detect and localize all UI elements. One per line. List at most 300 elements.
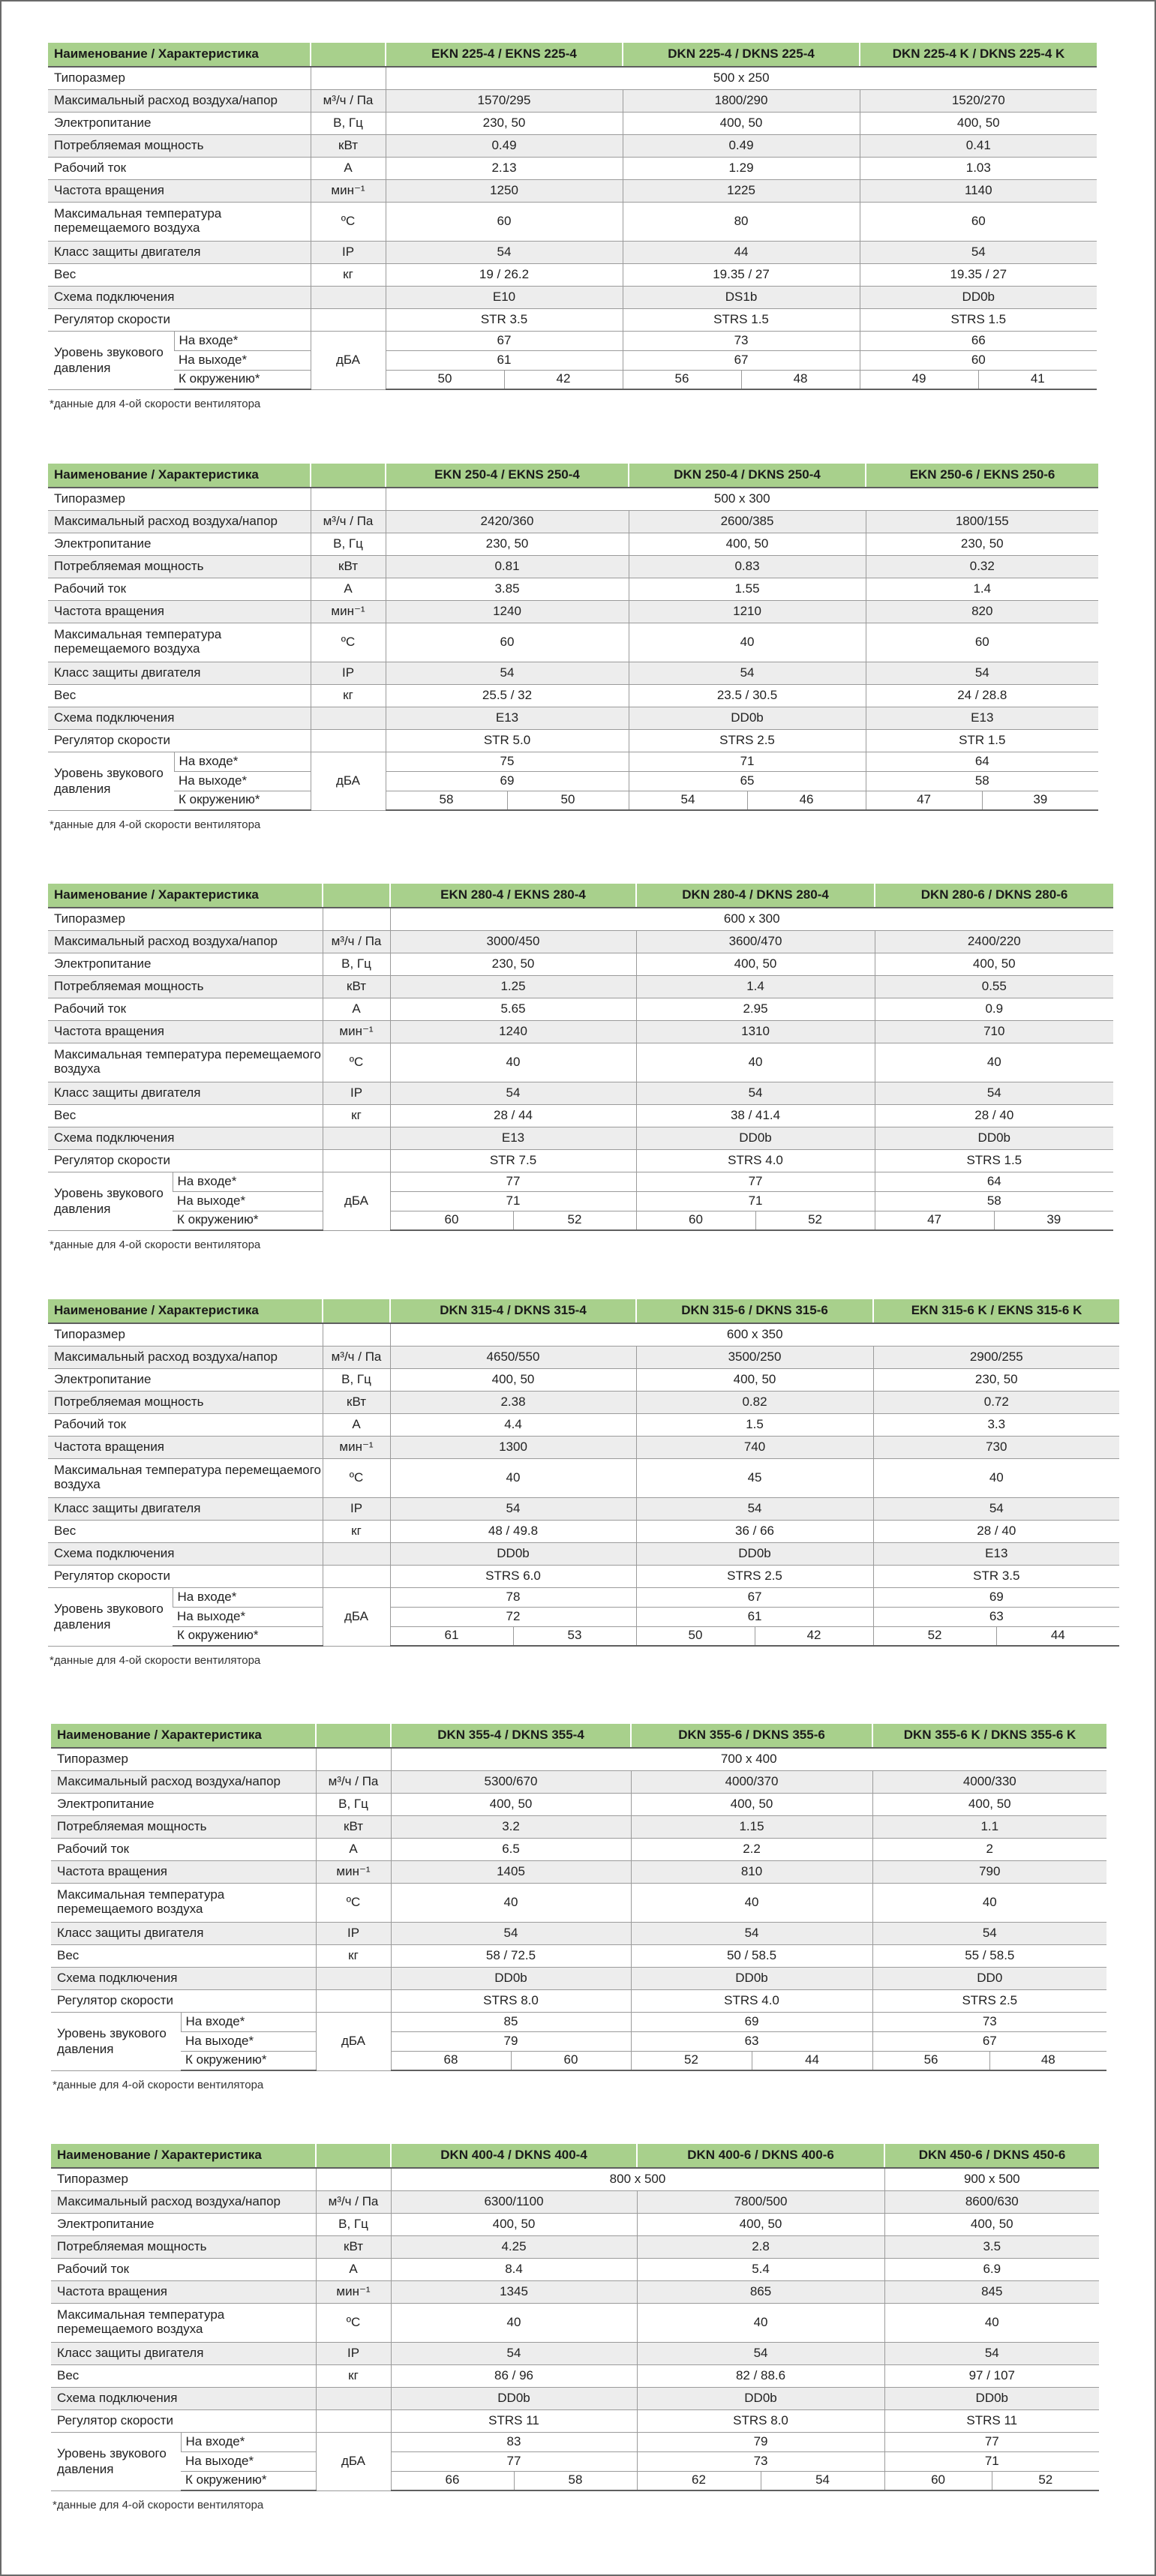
spec-section bbox=[51, 2144, 1099, 2511]
unit-current: А bbox=[323, 1413, 390, 1436]
value-speed: 1250 bbox=[386, 179, 623, 202]
value-regulator: STRS 11 bbox=[391, 2409, 637, 2432]
value-speed: 845 bbox=[884, 2280, 1099, 2303]
value-regulator: STRS 4.0 bbox=[631, 1989, 872, 2012]
value-weight: 50 / 58.5 bbox=[631, 1944, 872, 1967]
value-surround: 52 bbox=[992, 2471, 1099, 2490]
value-weight: 38 / 41.4 bbox=[636, 1104, 875, 1127]
value-protection: 54 bbox=[390, 1082, 636, 1104]
unit-power_supply: В, Гц bbox=[323, 1368, 390, 1391]
value-weight: 19.35 / 27 bbox=[860, 263, 1097, 286]
value-surround: 62 bbox=[637, 2471, 761, 2490]
value-weight: 58 / 72.5 bbox=[391, 1944, 631, 1967]
value-power: 0.41 bbox=[860, 134, 1097, 157]
value-max_temp: 40 bbox=[636, 1043, 875, 1082]
value-surround: 39 bbox=[982, 791, 1098, 810]
value-inlet: 69 bbox=[631, 2012, 872, 2031]
row-label-current: Рабочий ток bbox=[51, 2258, 316, 2280]
unit-wiring bbox=[311, 707, 386, 729]
unit-power: кВт bbox=[311, 555, 386, 578]
value-speed: 1240 bbox=[386, 600, 629, 623]
sub-label-surround: К окружению* bbox=[181, 2051, 316, 2070]
value-power_supply: 400, 50 bbox=[875, 953, 1113, 975]
header-unit bbox=[311, 464, 386, 488]
unit-sound: дБА bbox=[323, 1172, 390, 1230]
value-outlet: 58 bbox=[875, 1191, 1113, 1211]
value-power: 1.25 bbox=[390, 975, 636, 998]
unit-current: А bbox=[316, 2258, 391, 2280]
row-label-current: Рабочий ток bbox=[48, 157, 311, 179]
value-power_supply: 400, 50 bbox=[860, 112, 1097, 134]
value-current: 2.95 bbox=[636, 998, 875, 1020]
value-surround: 52 bbox=[755, 1211, 875, 1230]
unit-regulator bbox=[323, 1565, 390, 1587]
value-surround: 56 bbox=[872, 2051, 989, 2070]
value-speed: 810 bbox=[631, 1860, 872, 1883]
row-label-airflow: Максимальный расход воздуха/напор bbox=[48, 1346, 323, 1368]
value-surround: 60 bbox=[390, 1211, 513, 1230]
row-label-speed: Частота вращения bbox=[48, 1436, 323, 1458]
unit-airflow: м³/ч / Па bbox=[323, 1346, 390, 1368]
header-label: Наименование / Характеристика bbox=[51, 2144, 316, 2168]
footnote: *данные для 4-ой скорости вентилятора bbox=[50, 398, 261, 410]
sub-label-surround: К окружению* bbox=[174, 791, 311, 810]
row-label-current: Рабочий ток bbox=[48, 1413, 323, 1436]
row-label-wiring: Схема подключения bbox=[51, 1967, 316, 1989]
value-max_temp: 40 bbox=[391, 2303, 637, 2342]
value-regulator: STRS 1.5 bbox=[875, 1149, 1113, 1172]
sub-label-inlet: На входе* bbox=[173, 1587, 323, 1607]
value-protection: 54 bbox=[872, 1922, 1106, 1944]
value-surround: 46 bbox=[747, 791, 866, 810]
value-power: 0.55 bbox=[875, 975, 1113, 998]
value-surround: 60 bbox=[511, 2051, 631, 2070]
unit-airflow: м³/ч / Па bbox=[316, 2190, 391, 2213]
value-size: 600 x 300 bbox=[390, 908, 1113, 930]
unit-weight: кг bbox=[316, 1944, 391, 1967]
value-wiring: DD0b bbox=[636, 1542, 873, 1565]
value-speed: 1225 bbox=[623, 179, 860, 202]
row-label-sound: Уровень звукового давления bbox=[48, 331, 174, 389]
value-power: 3.5 bbox=[884, 2235, 1099, 2258]
spec-table bbox=[51, 1724, 1106, 2071]
value-outlet: 61 bbox=[636, 1607, 873, 1626]
value-current: 0.9 bbox=[875, 998, 1113, 1020]
sub-label-inlet: На входе* bbox=[174, 331, 311, 350]
value-airflow: 4000/330 bbox=[872, 1770, 1106, 1793]
value-current: 1.29 bbox=[623, 157, 860, 179]
value-protection: 54 bbox=[386, 241, 623, 263]
value-regulator: STRS 1.5 bbox=[860, 308, 1097, 331]
row-label-current: Рабочий ток bbox=[48, 998, 323, 1020]
value-weight: 28 / 44 bbox=[390, 1104, 636, 1127]
value-surround: 58 bbox=[514, 2471, 637, 2490]
row-label-airflow: Максимальный расход воздуха/напор bbox=[48, 89, 311, 112]
row-label-speed: Частота вращения bbox=[48, 600, 311, 623]
unit-sound: дБА bbox=[323, 1587, 390, 1646]
unit-current: А bbox=[311, 578, 386, 600]
value-max_temp: 40 bbox=[390, 1458, 636, 1497]
unit-weight: кг bbox=[311, 263, 386, 286]
value-regulator: STR 3.5 bbox=[386, 308, 623, 331]
value-outlet: 69 bbox=[386, 771, 629, 791]
unit-size bbox=[316, 1748, 391, 1770]
value-surround: 42 bbox=[755, 1626, 873, 1646]
model-header: DKN 250-4 / DKNS 250-4 bbox=[629, 464, 866, 488]
unit-speed: мин⁻¹ bbox=[323, 1020, 390, 1043]
row-label-current: Рабочий ток bbox=[51, 1838, 316, 1860]
row-label-wiring: Схема подключения bbox=[51, 2387, 316, 2409]
row-label-max_temp: Максимальная температура перемещаемого воздуха bbox=[48, 1043, 323, 1082]
spec-table bbox=[48, 464, 1098, 811]
value-surround: 60 bbox=[636, 1211, 755, 1230]
unit-airflow: м³/ч / Па bbox=[311, 89, 386, 112]
header-unit bbox=[316, 1724, 391, 1748]
unit-sound: дБА bbox=[311, 331, 386, 389]
value-max_temp: 60 bbox=[860, 202, 1097, 241]
value-max_temp: 40 bbox=[629, 623, 866, 662]
value-airflow: 5300/670 bbox=[391, 1770, 631, 1793]
row-label-power_supply: Электропитание bbox=[48, 953, 323, 975]
value-wiring: E13 bbox=[873, 1542, 1119, 1565]
sub-label-outlet: На выходе* bbox=[181, 2451, 316, 2471]
model-header: EKN 280-4 / EKNS 280-4 bbox=[390, 884, 636, 908]
row-label-weight: Вес bbox=[48, 263, 311, 286]
value-surround: 60 bbox=[884, 2471, 992, 2490]
value-surround: 42 bbox=[504, 370, 623, 389]
value-max_temp: 40 bbox=[637, 2303, 884, 2342]
value-weight: 25.5 / 32 bbox=[386, 684, 629, 707]
unit-speed: мин⁻¹ bbox=[311, 179, 386, 202]
value-power_supply: 230, 50 bbox=[386, 533, 629, 555]
value-power: 4.25 bbox=[391, 2235, 637, 2258]
value-inlet: 73 bbox=[623, 331, 860, 350]
sub-label-outlet: На выходе* bbox=[173, 1191, 323, 1211]
row-label-max_temp: Максимальная температура перемещаемого воздуха bbox=[48, 1458, 323, 1497]
value-surround: 50 bbox=[507, 791, 629, 810]
header-label: Наименование / Характеристика bbox=[51, 1724, 316, 1748]
value-wiring: E13 bbox=[390, 1127, 636, 1149]
unit-current: А bbox=[311, 157, 386, 179]
value-airflow: 2600/385 bbox=[629, 510, 866, 533]
header-unit bbox=[323, 884, 390, 908]
row-label-airflow: Максимальный расход воздуха/напор bbox=[51, 2190, 316, 2213]
value-current: 3.85 bbox=[386, 578, 629, 600]
value-surround: 56 bbox=[623, 370, 741, 389]
row-label-regulator: Регулятор скорости bbox=[51, 2409, 316, 2432]
value-power: 2.8 bbox=[637, 2235, 884, 2258]
row-label-size: Типоразмер bbox=[51, 1748, 316, 1770]
value-wiring: DD0b bbox=[391, 2387, 637, 2409]
value-wiring: DD0b bbox=[884, 2387, 1099, 2409]
header-unit bbox=[323, 1299, 390, 1323]
value-protection: 54 bbox=[860, 241, 1097, 263]
unit-airflow: м³/ч / Па bbox=[311, 510, 386, 533]
unit-airflow: м³/ч / Па bbox=[323, 930, 390, 953]
value-max_temp: 60 bbox=[386, 623, 629, 662]
unit-regulator bbox=[316, 1989, 391, 2012]
value-surround: 47 bbox=[866, 791, 982, 810]
value-weight: 97 / 107 bbox=[884, 2364, 1099, 2387]
value-surround: 48 bbox=[989, 2051, 1106, 2070]
value-protection: 54 bbox=[636, 1082, 875, 1104]
value-outlet: 72 bbox=[390, 1607, 636, 1626]
value-protection: 54 bbox=[875, 1082, 1113, 1104]
unit-power: кВт bbox=[323, 975, 390, 998]
value-airflow: 2420/360 bbox=[386, 510, 629, 533]
value-current: 4.4 bbox=[390, 1413, 636, 1436]
row-label-max_temp: Максимальная температура перемещаемого воздуха bbox=[51, 2303, 316, 2342]
unit-max_temp: ºС bbox=[316, 2303, 391, 2342]
value-wiring: DD0b bbox=[637, 2387, 884, 2409]
row-label-power_supply: Электропитание bbox=[48, 1368, 323, 1391]
row-label-max_temp: Максимальная температура перемещаемого воздуха bbox=[48, 202, 311, 241]
value-protection: 54 bbox=[631, 1922, 872, 1944]
unit-wiring bbox=[311, 286, 386, 308]
sub-label-inlet: На входе* bbox=[173, 1172, 323, 1191]
sub-label-outlet: На выходе* bbox=[174, 771, 311, 791]
value-airflow: 3500/250 bbox=[636, 1346, 873, 1368]
value-speed: 730 bbox=[873, 1436, 1119, 1458]
value-outlet: 79 bbox=[391, 2031, 631, 2051]
spec-table bbox=[48, 1299, 1119, 1647]
value-power_supply: 400, 50 bbox=[623, 112, 860, 134]
value-power_supply: 400, 50 bbox=[390, 1368, 636, 1391]
value-weight: 23.5 / 30.5 bbox=[629, 684, 866, 707]
row-label-size: Типоразмер bbox=[48, 488, 311, 510]
value-power: 0.83 bbox=[629, 555, 866, 578]
value-outlet: 58 bbox=[866, 771, 1098, 791]
model-header: DKN 355-6 / DKNS 355-6 bbox=[631, 1724, 872, 1748]
value-outlet: 63 bbox=[631, 2031, 872, 2051]
unit-wiring bbox=[316, 2387, 391, 2409]
value-speed: 1310 bbox=[636, 1020, 875, 1043]
value-weight: 36 / 66 bbox=[636, 1520, 873, 1542]
value-current: 1.5 bbox=[636, 1413, 873, 1436]
row-label-wiring: Схема подключения bbox=[48, 286, 311, 308]
value-airflow: 3600/470 bbox=[636, 930, 875, 953]
value-inlet: 64 bbox=[866, 752, 1098, 771]
value-weight: 86 / 96 bbox=[391, 2364, 637, 2387]
value-protection: 54 bbox=[391, 2342, 637, 2364]
value-wiring: DD0b bbox=[636, 1127, 875, 1149]
value-outlet: 61 bbox=[386, 350, 623, 370]
model-header: DKN 225-4 K / DKNS 225-4 K bbox=[860, 43, 1097, 67]
value-current: 6.9 bbox=[884, 2258, 1099, 2280]
value-regulator: STRS 2.5 bbox=[636, 1565, 873, 1587]
value-regulator: STR 5.0 bbox=[386, 729, 629, 752]
unit-size bbox=[311, 488, 386, 510]
spec-section bbox=[51, 1724, 1106, 2091]
value-wiring: DD0b bbox=[390, 1542, 636, 1565]
unit-max_temp: ºС bbox=[311, 623, 386, 662]
model-header: DKN 400-4 / DKNS 400-4 bbox=[391, 2144, 637, 2168]
value-regulator: STR 3.5 bbox=[873, 1565, 1119, 1587]
value-speed: 1405 bbox=[391, 1860, 631, 1883]
footnote: *данные для 4-ой скорости вентилятора bbox=[50, 1654, 261, 1667]
row-label-protection: Класс защиты двигателя bbox=[48, 662, 311, 684]
spec-table bbox=[51, 2144, 1099, 2491]
value-airflow: 2900/255 bbox=[873, 1346, 1119, 1368]
model-header: DKN 400-6 / DKNS 400-6 bbox=[637, 2144, 884, 2168]
row-label-speed: Частота вращения bbox=[48, 1020, 323, 1043]
unit-weight: кг bbox=[311, 684, 386, 707]
value-surround: 50 bbox=[636, 1626, 755, 1646]
value-airflow: 3000/450 bbox=[390, 930, 636, 953]
value-wiring: E13 bbox=[866, 707, 1098, 729]
sub-label-surround: К окружению* bbox=[173, 1626, 323, 1646]
value-protection: 54 bbox=[390, 1497, 636, 1520]
row-label-weight: Вес bbox=[48, 1520, 323, 1542]
unit-sound: дБА bbox=[316, 2012, 391, 2070]
value-outlet: 71 bbox=[884, 2451, 1099, 2471]
value-inlet: 64 bbox=[875, 1172, 1113, 1191]
row-label-power_supply: Электропитание bbox=[51, 2213, 316, 2235]
value-outlet: 65 bbox=[629, 771, 866, 791]
value-power_supply: 400, 50 bbox=[391, 2213, 637, 2235]
model-header: EKN 225-4 / EKNS 225-4 bbox=[386, 43, 623, 67]
value-current: 5.65 bbox=[390, 998, 636, 1020]
value-weight: 19.35 / 27 bbox=[623, 263, 860, 286]
model-header: DKN 450-6 / DKNS 450-6 bbox=[884, 2144, 1099, 2168]
row-label-current: Рабочий ток bbox=[48, 578, 311, 600]
unit-regulator bbox=[323, 1149, 390, 1172]
value-surround: 41 bbox=[978, 370, 1097, 389]
unit-regulator bbox=[311, 729, 386, 752]
value-protection: 54 bbox=[636, 1497, 873, 1520]
row-label-power: Потребляемая мощность bbox=[48, 1391, 323, 1413]
unit-speed: мин⁻¹ bbox=[311, 600, 386, 623]
value-regulator: STRS 2.5 bbox=[629, 729, 866, 752]
value-inlet: 69 bbox=[873, 1587, 1119, 1607]
value-speed: 710 bbox=[875, 1020, 1113, 1043]
row-label-size: Типоразмер bbox=[48, 67, 311, 89]
unit-max_temp: ºС bbox=[323, 1458, 390, 1497]
value-airflow: 4650/550 bbox=[390, 1346, 636, 1368]
row-label-speed: Частота вращения bbox=[48, 179, 311, 202]
unit-max_temp: ºС bbox=[316, 1883, 391, 1922]
sub-label-surround: К окружению* bbox=[174, 370, 311, 389]
row-label-power: Потребляемая мощность bbox=[51, 1815, 316, 1838]
unit-sound: дБА bbox=[316, 2432, 391, 2490]
value-current: 6.5 bbox=[391, 1838, 631, 1860]
unit-speed: мин⁻¹ bbox=[316, 2280, 391, 2303]
row-label-sound: Уровень звукового давления bbox=[48, 1172, 173, 1230]
row-label-power: Потребляемая мощность bbox=[51, 2235, 316, 2258]
row-label-wiring: Схема подключения bbox=[48, 1542, 323, 1565]
unit-speed: мин⁻¹ bbox=[316, 1860, 391, 1883]
value-wiring: DD0b bbox=[629, 707, 866, 729]
value-regulator: STRS 2.5 bbox=[872, 1989, 1106, 2012]
row-label-size: Типоразмер bbox=[48, 908, 323, 930]
value-wiring: E13 bbox=[386, 707, 629, 729]
spec-section bbox=[48, 464, 1098, 831]
unit-wiring bbox=[323, 1127, 390, 1149]
sub-label-inlet: На входе* bbox=[181, 2012, 316, 2031]
value-wiring: DD0b bbox=[631, 1967, 872, 1989]
value-outlet: 63 bbox=[873, 1607, 1119, 1626]
value-airflow: 7800/500 bbox=[637, 2190, 884, 2213]
value-surround: 61 bbox=[390, 1626, 513, 1646]
sub-label-outlet: На выходе* bbox=[173, 1607, 323, 1626]
value-weight: 19 / 26.2 bbox=[386, 263, 623, 286]
value-protection: 54 bbox=[637, 2342, 884, 2364]
value-weight: 28 / 40 bbox=[875, 1104, 1113, 1127]
unit-protection: IP bbox=[316, 1922, 391, 1944]
value-speed: 1210 bbox=[629, 600, 866, 623]
value-surround: 66 bbox=[391, 2471, 514, 2490]
unit-size bbox=[316, 2168, 391, 2190]
row-label-airflow: Максимальный расход воздуха/напор bbox=[48, 930, 323, 953]
model-header: DKN 315-4 / DKNS 315-4 bbox=[390, 1299, 636, 1323]
value-max_temp: 80 bbox=[623, 202, 860, 241]
spec-table bbox=[48, 43, 1097, 390]
value-speed: 1300 bbox=[390, 1436, 636, 1458]
footnote: *данные для 4-ой скорости вентилятора bbox=[53, 2079, 264, 2091]
spec-section bbox=[48, 43, 1097, 410]
model-header: DKN 355-6 K / DKNS 355-6 K bbox=[872, 1724, 1106, 1748]
value-surround: 58 bbox=[386, 791, 507, 810]
value-regulator: STR 1.5 bbox=[866, 729, 1098, 752]
row-label-protection: Класс защиты двигателя bbox=[48, 1497, 323, 1520]
sub-label-outlet: На выходе* bbox=[181, 2031, 316, 2051]
unit-protection: IP bbox=[316, 2342, 391, 2364]
value-regulator: STRS 8.0 bbox=[637, 2409, 884, 2432]
row-label-power: Потребляемая мощность bbox=[48, 134, 311, 157]
unit-regulator bbox=[316, 2409, 391, 2432]
header-unit bbox=[311, 43, 386, 67]
value-inlet: 66 bbox=[860, 331, 1097, 350]
value-power_supply: 400, 50 bbox=[629, 533, 866, 555]
model-header: DKN 280-4 / DKNS 280-4 bbox=[636, 884, 875, 908]
value-power_supply: 230, 50 bbox=[873, 1368, 1119, 1391]
value-surround: 44 bbox=[996, 1626, 1119, 1646]
value-protection: 54 bbox=[866, 662, 1098, 684]
model-header: EKN 250-6 / EKNS 250-6 bbox=[866, 464, 1098, 488]
row-label-power: Потребляемая мощность bbox=[48, 975, 323, 998]
value-weight: 24 / 28.8 bbox=[866, 684, 1098, 707]
value-power: 1.15 bbox=[631, 1815, 872, 1838]
value-power_supply: 400, 50 bbox=[631, 1793, 872, 1815]
unit-size bbox=[311, 67, 386, 89]
unit-power: кВт bbox=[316, 2235, 391, 2258]
value-current: 1.55 bbox=[629, 578, 866, 600]
value-power: 3.2 bbox=[391, 1815, 631, 1838]
unit-power_supply: В, Гц bbox=[311, 112, 386, 134]
value-current: 3.3 bbox=[873, 1413, 1119, 1436]
value-wiring: DS1b bbox=[623, 286, 860, 308]
value-power_supply: 230, 50 bbox=[390, 953, 636, 975]
unit-max_temp: ºС bbox=[323, 1043, 390, 1082]
value-current: 2.2 bbox=[631, 1838, 872, 1860]
value-size: 800 x 500 bbox=[391, 2168, 884, 2190]
value-speed: 820 bbox=[866, 600, 1098, 623]
unit-power_supply: В, Гц bbox=[311, 533, 386, 555]
value-inlet: 67 bbox=[386, 331, 623, 350]
unit-size bbox=[323, 908, 390, 930]
unit-airflow: м³/ч / Па bbox=[316, 1770, 391, 1793]
value-power_supply: 400, 50 bbox=[637, 2213, 884, 2235]
row-label-max_temp: Максимальная температура перемещаемого воздуха bbox=[51, 1883, 316, 1922]
sub-label-surround: К окружению* bbox=[181, 2471, 316, 2490]
unit-regulator bbox=[311, 308, 386, 331]
value-wiring: DD0b bbox=[391, 1967, 631, 1989]
value-protection: 44 bbox=[623, 241, 860, 263]
header-label: Наименование / Характеристика bbox=[48, 464, 311, 488]
value-weight: 48 / 49.8 bbox=[390, 1520, 636, 1542]
unit-power_supply: В, Гц bbox=[316, 1793, 391, 1815]
row-label-protection: Класс защиты двигателя bbox=[51, 1922, 316, 1944]
